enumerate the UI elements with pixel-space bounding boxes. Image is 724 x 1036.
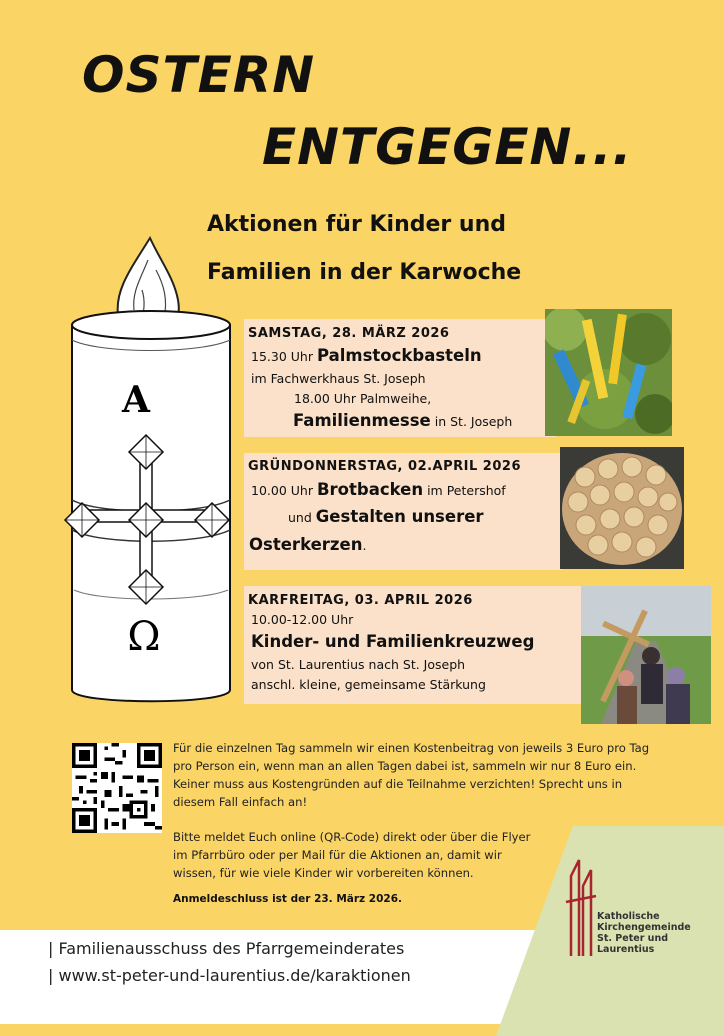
event-2-time: 10.00 Uhr (251, 483, 317, 498)
omega-symbol: Ω (127, 614, 161, 660)
event-1-line-1 (251, 346, 482, 365)
easter-candle-illustration (60, 230, 245, 710)
palm-sticks-photo (545, 309, 672, 436)
event-3-snack: anschl. kleine, gemeinsame Stärkung (251, 677, 486, 692)
alpha-symbol: A (122, 379, 150, 421)
event-3-date: KARFREITAG, 03. APRIL 2026 (248, 593, 473, 608)
event-1-mass-location: in St. Joseph (430, 414, 513, 429)
event-1-mass-title: Familienmesse (293, 411, 431, 430)
event-1-palmweihe: 18.00 Uhr Palmweihe, (294, 391, 432, 406)
event-1-date: SAMSTAG, 28. MÄRZ 2026 (248, 326, 450, 341)
parish-name (597, 911, 691, 955)
registration-deadline: Anmeldeschluss ist der 23. März 2026. (173, 893, 403, 905)
stations-of-cross-photo (581, 586, 711, 724)
parish-name-line-3: St. Peter und (597, 933, 669, 944)
event-1-line-4 (293, 411, 512, 430)
event-3-route: von St. Laurentius nach St. Joseph (251, 657, 466, 672)
event-2-title: Brotbacken (316, 480, 424, 499)
info-registration-paragraph: Bitte meldet Euch online (QR-Code) direkt oder über die Flyer im Pfarrbüro oder per Mail für die Aktionen an, damit wir wissen, für wie viele Kinder wir vorbereiten können. (173, 830, 531, 880)
event-2-osterkerzen: Osterkerzen (249, 535, 363, 554)
event-3-time: 10.00-12.00 Uhr (251, 612, 354, 627)
event-2-location: im Petershof (423, 483, 506, 498)
footer-website-link[interactable]: | www.st-peter-und-laurentius.de/karaktionen (48, 966, 411, 985)
subtitle-line-1: Aktionen für Kinder und (207, 212, 506, 237)
event-2-line-2 (288, 507, 484, 526)
bread-rolls-photo (560, 447, 684, 569)
info-cost-paragraph: Für die einzelnen Tag sammeln wir einen Kostenbeitrag von jeweils 3 Euro pro Tag pro Person ein, wenn man an allen Tagen dabei ist, sammeln wir nur 8 Euro ein. Keiner muss aus Kostengründen auf die Teilnahme verzichten! Sprecht uns in diesem Fall einfach an! (173, 741, 650, 809)
title-line-2: ENTGEGEN... (262, 118, 633, 176)
event-2-und: und (288, 510, 316, 525)
parish-name-line-4: Laurentius (597, 944, 655, 955)
parish-name-line-1: Katholische (597, 911, 660, 922)
registration-qr-code[interactable] (72, 743, 162, 833)
event-2-line-3 (249, 535, 366, 554)
event-2-period: . (362, 538, 367, 553)
event-2-line-1 (251, 480, 506, 499)
title-line-1: OSTERN (82, 46, 316, 104)
parish-name-line-2: Kirchengemeinde (597, 922, 691, 933)
event-2-subtitle: Gestalten unserer (315, 507, 484, 526)
subtitle-line-2: Familien in der Karwoche (207, 260, 522, 285)
event-1-location: im Fachwerkhaus St. Joseph (251, 371, 426, 386)
parish-logo-icon (563, 856, 597, 961)
event-1-title: Palmstockbasteln (316, 346, 482, 365)
event-2-date: GRÜNDONNERSTAG, 02.APRIL 2026 (248, 459, 521, 474)
footer-committee: | Familienausschuss des Pfarrgemeinderates (48, 939, 405, 958)
event-1-time: 15.30 Uhr (251, 349, 317, 364)
event-3-title: Kinder- und Familienkreuzweg (251, 632, 535, 651)
